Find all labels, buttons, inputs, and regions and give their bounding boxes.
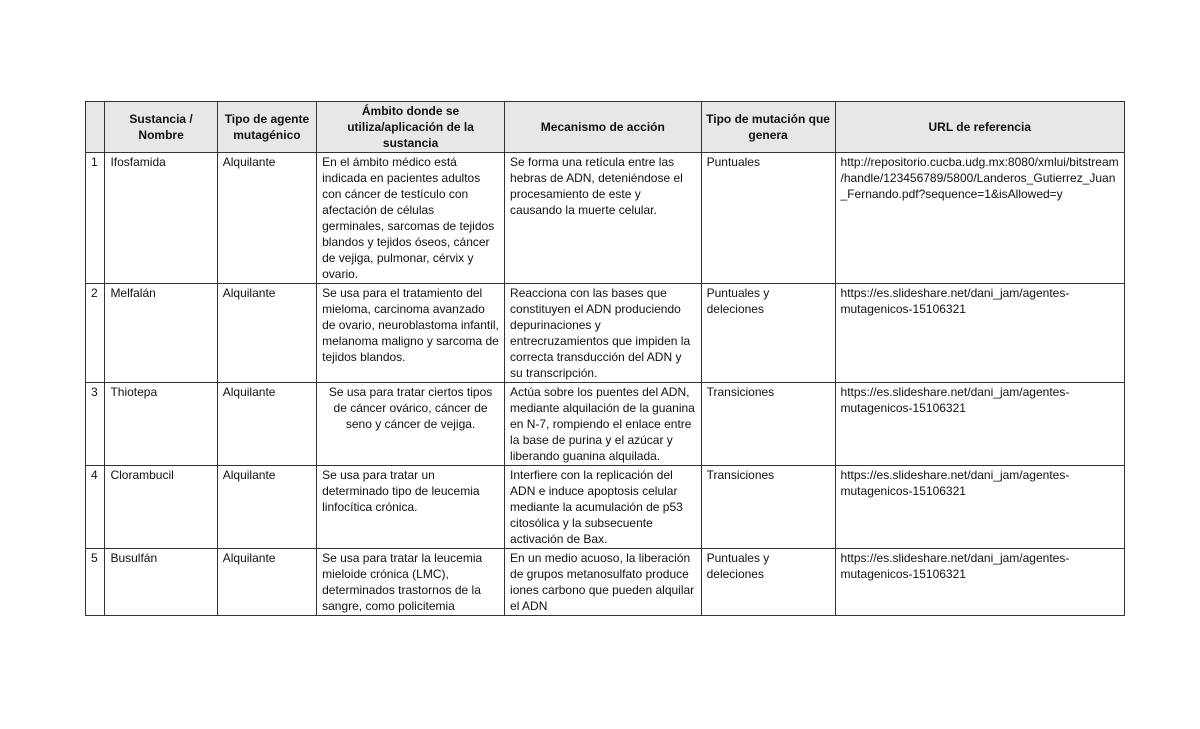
row-number: 4 bbox=[86, 466, 105, 549]
substance-name: Thiotepa bbox=[105, 383, 217, 466]
agent-type: Alquilante bbox=[217, 284, 316, 383]
table-row bbox=[86, 383, 1125, 466]
mutation-type: Puntuales bbox=[701, 153, 835, 284]
scope-text: Se usa para tratar la leucemia mieloide crónica (LMC), determinados trastornos de la sangre, como policitemia bbox=[317, 549, 505, 616]
row-number: 3 bbox=[86, 383, 105, 466]
mechanism-text: Actúa sobre los puentes del ADN, mediante alquilación de la guanina en N-7, rompiendo el enlace entre la base de purina y el azúcar y liberando guanina alquilada. bbox=[505, 383, 702, 466]
agent-type: Alquilante bbox=[217, 466, 316, 549]
row-number: 1 bbox=[86, 153, 105, 284]
header-number bbox=[86, 102, 105, 153]
table-header-row bbox=[86, 102, 1125, 153]
header-mutation-type: Tipo de mutación que genera bbox=[701, 102, 835, 153]
substance-name: Busulfán bbox=[105, 549, 217, 616]
scope-text: Se usa para tratar ciertos tipos de cáncer ovárico, cáncer de seno y cáncer de vejiga. bbox=[317, 383, 505, 466]
mechanism-text: En un medio acuoso, la liberación de grupos metanosulfato produce iones carbono que pueden alquilar el ADN bbox=[505, 549, 702, 616]
substance-name: Ifosfamida bbox=[105, 153, 217, 284]
reference-url[interactable]: https://es.slideshare.net/dani_jam/agentes-mutagenicos-15106321 bbox=[835, 549, 1124, 616]
header-substance: Sustancia / Nombre bbox=[105, 102, 217, 153]
table-row bbox=[86, 466, 1125, 549]
scope-text: Se usa para el tratamiento del mieloma, carcinoma avanzado de ovario, neuroblastoma infantil, melanoma maligno y sarcoma de tejidos blandos. bbox=[317, 284, 505, 383]
reference-url[interactable]: https://es.slideshare.net/dani_jam/agentes-mutagenicos-15106321 bbox=[835, 466, 1124, 549]
mutation-type: Puntuales y deleciones bbox=[701, 284, 835, 383]
scope-text: En el ámbito médico está indicada en pacientes adultos con cáncer de testículo con afectación de células germinales, sarcomas de tejidos blandos y tejidos óseos, cáncer de vejiga, pulmonar, cérvix y ovario. bbox=[317, 153, 505, 284]
table-row bbox=[86, 549, 1125, 616]
mechanism-text: Se forma una retícula entre las hebras de ADN, deteniéndose el procesamiento de este y causando la muerte celular. bbox=[505, 153, 702, 284]
header-reference-url: URL de referencia bbox=[835, 102, 1124, 153]
mutation-type: Transiciones bbox=[701, 383, 835, 466]
scope-text: Se usa para tratar un determinado tipo de leucemia linfocítica crónica. bbox=[317, 466, 505, 549]
header-scope: Ámbito donde se utiliza/aplicación de la sustancia bbox=[317, 102, 505, 153]
reference-url[interactable]: https://es.slideshare.net/dani_jam/agentes-mutagenicos-15106321 bbox=[835, 284, 1124, 383]
substance-name: Melfalán bbox=[105, 284, 217, 383]
substance-name: Clorambucil bbox=[105, 466, 217, 549]
agent-type: Alquilante bbox=[217, 153, 316, 284]
row-number: 2 bbox=[86, 284, 105, 383]
table-row bbox=[86, 153, 1125, 284]
row-number: 5 bbox=[86, 549, 105, 616]
agent-type: Alquilante bbox=[217, 383, 316, 466]
header-mechanism: Mecanismo de acción bbox=[505, 102, 702, 153]
mutagens-table bbox=[85, 101, 1125, 616]
mechanism-text: Interfiere con la replicación del ADN e induce apoptosis celular mediante la acumulación de p53 citosólica y la subsecuente activación de Bax. bbox=[505, 466, 702, 549]
reference-url[interactable]: http://repositorio.cucba.udg.mx:8080/xmlui/bitstream/handle/123456789/5800/Landeros_Gutierrez_Juan_Fernando.pdf?sequence=1&isAllowed=y bbox=[835, 153, 1124, 284]
mutation-type: Transiciones bbox=[701, 466, 835, 549]
agent-type: Alquilante bbox=[217, 549, 316, 616]
table-row bbox=[86, 284, 1125, 383]
mutation-type: Puntuales y deleciones bbox=[701, 549, 835, 616]
reference-url[interactable]: https://es.slideshare.net/dani_jam/agentes-mutagenicos-15106321 bbox=[835, 383, 1124, 466]
mechanism-text: Reacciona con las bases que constituyen el ADN produciendo depurinaciones y entrecruzamientos que impiden la correcta transducción del ADN y su transcripción. bbox=[505, 284, 702, 383]
header-agent-type: Tipo de agente mutagénico bbox=[217, 102, 316, 153]
